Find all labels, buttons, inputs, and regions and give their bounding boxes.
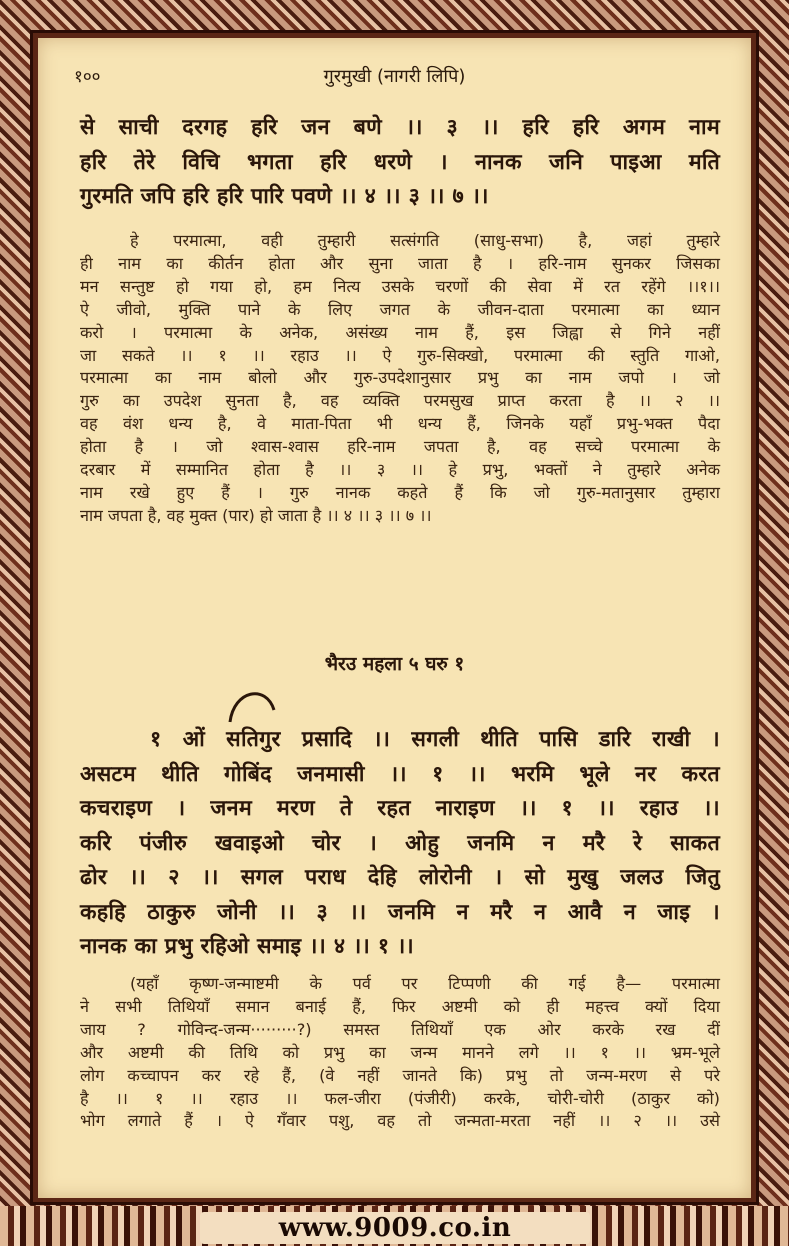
meaning-line: जा सकते ।। १ ।। रहाउ ।। ऐ गुरु-सिक्खो, परमात्मा की स्तुति गाओ,	[80, 345, 720, 365]
website-link[interactable]: www.9009.co.in	[278, 1213, 512, 1243]
meaning-line: है ।। १ ।। रहाउ ।। फल-जीरा (पंजीरी) करके, चोरी-चोरी (ठाकुर को)	[80, 1088, 720, 1108]
meaning-line: नाम जपता है, वह मुक्त (पार) हो जाता है ।। ४ ।। ३ ।। ७ ।।	[80, 505, 432, 525]
meaning-line: वह वंश धन्य है, वे माता-पिता भी धन्य हैं, जिनके यहाँ प्रभु-भक्त पैदा	[80, 414, 720, 434]
gurbani-verse-1	[80, 111, 720, 215]
gurbani-verse-2	[80, 723, 720, 965]
gurbani-line: हरि तेरे विचि भगता हरि धरणे । नानक जनि पाइआ मति	[80, 149, 720, 175]
meaning-line: परमात्मा का नाम बोलो और गुरु-उपदेशानुसार प्रभु का नाम जपो । जो	[80, 368, 720, 388]
meaning-line: दरबार में सम्मानित होता है ।। ३ ।। हे प्रभु, भक्तों ने तुम्हारे अनेक	[80, 460, 720, 480]
running-title: गुरमुखी (नागरी लिपि)	[323, 66, 466, 87]
ek-onkar-arc-mark	[226, 682, 278, 726]
meaning-line: नाम रखे हुए हैं । गुरु नानक कहते हैं कि जो गुरु-मतानुसार तुम्हारा	[80, 482, 720, 502]
gurbani-line: कहहि ठाकुरु जोनी ।। ३ ।। जनमि न मरै न आवै न जाइ ।	[80, 899, 720, 925]
gurbani-line: से साची दरगह हरि जन बणे ।। ३ ।। हरि हरि अगम नाम	[80, 115, 720, 140]
meaning-line: हे परमात्मा, वही तुम्हारी सत्संगति (साधु-सभा) है, जहां तुम्हारे	[130, 231, 720, 250]
meaning-paragraph-2	[80, 973, 720, 1133]
meaning-line: गुरु का उपदेश सुनता है, वह व्यक्ति परमसुख प्राप्त करता है ।। २ ।।	[80, 391, 720, 411]
meaning-paragraph-1	[80, 230, 720, 528]
page-number: १००	[74, 67, 101, 87]
meaning-line: जाय ? गोविन्द-जन्म·········?) समस्त तिथियाँ एक ओर करके रख दीं	[80, 1019, 720, 1039]
gurbani-line: १ ओं सतिगुर प्रसादि ।। सगली थीति पासि डारि राखी ।	[150, 727, 720, 752]
meaning-line: भोग लगाते हैं । ऐ गँवार पशु, वह तो जन्मता-मरता नहीं ।। २ ।। उसे	[80, 1111, 720, 1131]
section-heading: भैरउ महला ५ घरु १	[324, 653, 465, 675]
meaning-line: और अष्टमी की तिथि को प्रभु का जन्म मानने लगे ।। १ ।। भ्रम-भूले	[80, 1042, 720, 1062]
gurbani-line: ढोर ।। २ ।। सगल पराध देहि लोरोनी । सो मुखु जलउ जितु	[80, 865, 720, 890]
gurbani-line: गुरमति जपि हरि हरि पारि पवणे ।। ४ ।। ३ ।। ७ ।।	[80, 184, 489, 209]
meaning-line: ही नाम का कीर्तन होता और सुना जाता है । हरि-नाम सुनकर जिसका	[80, 253, 720, 273]
meaning-line: (यहाँ कृष्ण-जन्माष्टमी के पर्व पर टिप्पणी की गई है— परमात्मा	[130, 974, 720, 993]
gurbani-line: करि पंजीरु खवाइओ चोर । ओहु जनमि न मरै रे साकत	[80, 830, 720, 856]
meaning-line: ऐ जीवो, मुक्ति पाने के लिए जगत के जीवन-दाता परमात्मा का ध्यान	[80, 299, 720, 319]
meaning-line: होता है । जो श्वास-श्वास हरि-नाम जपता है, वह सच्चे परमात्मा के	[80, 437, 720, 457]
meaning-line: ने सभी तिथियाँ समान बनाई हैं, फिर अष्टमी को ही महत्त्व क्यों दिया	[80, 996, 720, 1016]
meaning-line: करो । परमात्मा के अनेक, असंख्य नाम हैं, इस जिह्वा से गिने नहीं	[80, 322, 720, 342]
meaning-line: मन सन्तुष्ट हो गया हो, हम नित्य उसके चरणों की सेवा में रत रहेंगे ।।१।।	[80, 276, 720, 296]
gurbani-line: असटम थीति गोबिंद जनमासी ।। १ ।। भरमि भूले नर करत	[80, 761, 720, 787]
gurbani-line: कचराइण । जनम मरण ते रहत नाराइण ।। १ ।। रहाउ ।।	[80, 796, 720, 821]
book-page	[38, 38, 751, 1198]
gurbani-line: नानक का प्रभु रहिओ समाइ ।। ४ ।। १ ।।	[80, 934, 414, 959]
page-header	[38, 64, 751, 90]
meaning-line: लोग कच्चापन कर रहे हैं, (वे नहीं जानते कि) प्रभु तो जन्म-मरण से परे	[80, 1065, 720, 1085]
